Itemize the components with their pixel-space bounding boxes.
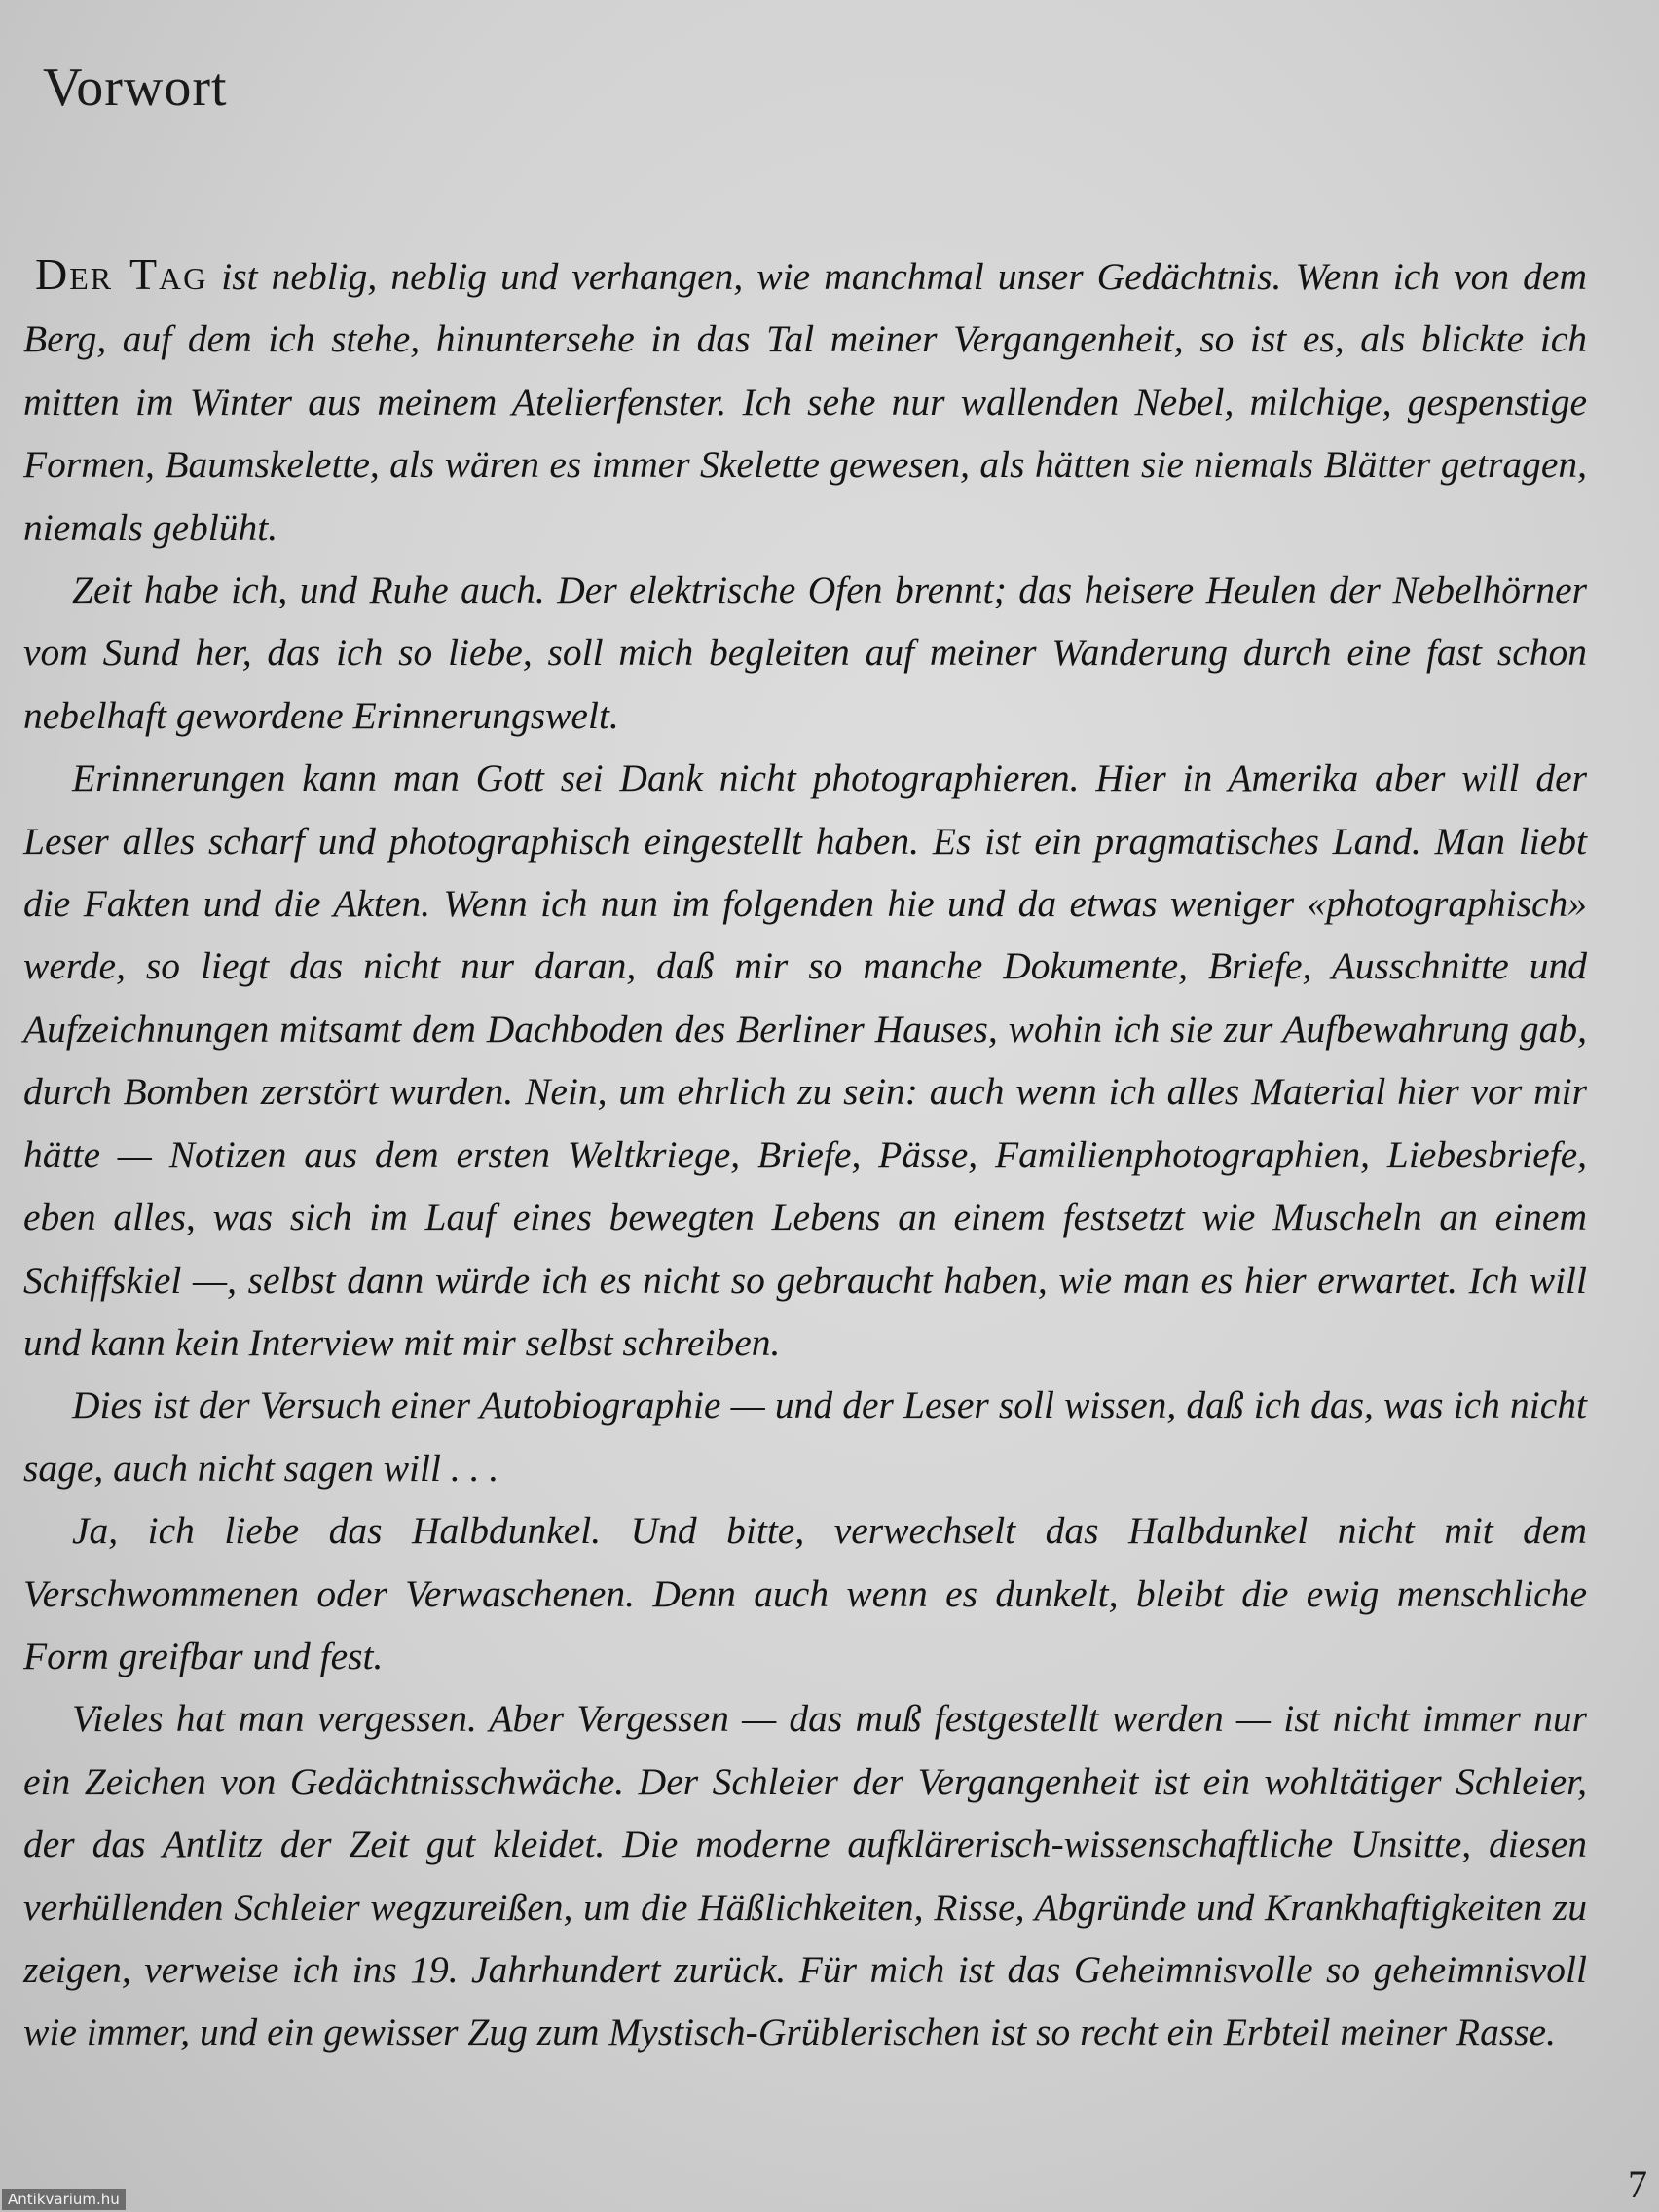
lead-smallcaps: Der Tag	[35, 249, 208, 299]
paragraph-1	[23, 243, 1587, 559]
paragraph-4: Dies ist der Versuch einer Autobiographie — und der Leser soll wissen, daß ich das, was ich nicht sage, auch nicht sagen will . . .	[23, 1383, 1587, 1490]
paragraph-3: Erinnerungen kann man Gott sei Dank nicht photographieren. Hier in Amerika aber will der Leser alles scharf und photographisch eingestellt haben. Es ist ein pragmatisches Land. Man liebt die Fakten und die Akten. Wenn ich nun im folgenden hie und da etwas weniger «photographisch» werde, so liegt das nicht nur daran, daß mir so manche Dokumente, Briefe, Ausschnitte und Aufzeichnungen mitsamt dem Dachboden des Berliner Hauses, wohin ich sie zur Aufbewahrung gab, durch Bomben zerstört wurden. Nein, um ehrlich zu sein: auch wenn ich alles Material hier vor mir hätte — Notizen aus dem ersten Weltkriege, Briefe, Pässe, Familienphotographien, Liebesbriefe, eben alles, was sich im Lauf eines bewegten Lebens an einem festsetzt wie Muscheln an einem Schiffskiel —, selbst dann würde ich es nicht so gebraucht haben, wie man es hier erwartet. Ich will und kann kein Interview mit mir selbst schreiben.	[23, 756, 1587, 1364]
paragraph-2: Zeit habe ich, und Ruhe auch. Der elektrische Ofen brennt; das heisere Heulen der Nebelhörner vom Sund her, das ich so liebe, soll mich begleiten auf meiner Wanderung durch eine fast schon nebelhaft gewordene Erinnerungswelt.	[23, 569, 1587, 737]
paragraph-6: Vieles hat man vergessen. Aber Vergessen — das muß festgestellt werden — ist nicht immer nur ein Zeichen von Gedächtnisschwäche. Der Schleier der Vergangenheit ist ein wohltätiger Schleier, der das Antlitz der Zeit gut kleidet. Die moderne aufklärerisch-wissenschaftliche Unsitte, diesen verhüllenden Schleier wegzureißen, um die Häßlichkeiten, Risse, Abgründe und Krankhaftigkeiten zu zeigen, verweise ich ins 19. Jahrhundert zurück. Für mich ist das Geheimnisvolle so geheimnisvoll wie immer, und ein gewisser Zug zum Mystisch-Grüblerischen ist so recht ein Erbteil meiner Rasse.	[23, 1697, 1587, 2054]
chapter-heading: Vorwort	[43, 57, 228, 118]
watermark: Antikvarium.hu	[2, 2189, 126, 2210]
paragraph-5: Ja, ich liebe das Halbdunkel. Und bitte, verwechselt das Halbdunkel nicht mit dem Verschwommenen oder Verwaschenen. Denn auch wenn es dunkelt, bleibt die ewig menschliche Form greifbar und fest.	[23, 1509, 1587, 1677]
body-text	[23, 243, 1587, 2064]
page-number: 7	[1628, 2162, 1647, 2206]
paragraph-1-text: ist neblig, neblig und verhangen, wie manchmal unser Gedächtnis. Wenn ich von dem Berg, auf dem ich stehe, hinuntersehe in das Tal meiner Vergangenheit, so ist es, als blickte ich mitten im Winter aus meinem Atelierfenster. Ich sehe nur wallenden Nebel, milchige, gespenstige Formen, Baumskelette, als wären es immer Skelette gewesen, als hätten sie niemals Blätter getragen, niemals geblüht.	[23, 255, 1587, 549]
